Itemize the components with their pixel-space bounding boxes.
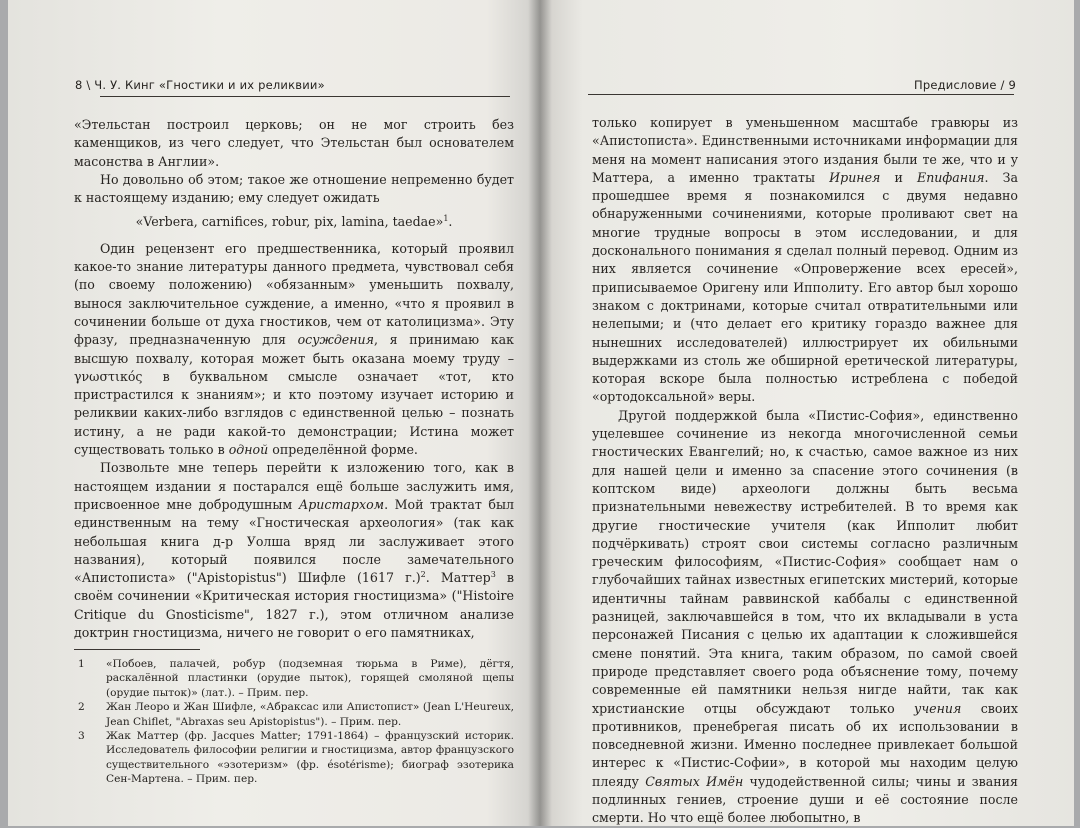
footnote <box>74 729 514 787</box>
italic-words-svyatykh-imen: Святых Имён <box>645 773 744 789</box>
right-page <box>540 0 1074 826</box>
paragraph-1-part-b: и <box>880 169 917 185</box>
right-head-rule <box>588 94 1014 95</box>
latin-quote: «Verbera, carnifices, robur, pix, lamina, taedae»$^1$. <box>135 214 453 230</box>
footnote-number: 2 <box>78 701 85 714</box>
paragraph-3-part-b: , я принимаю как высшую похвалу, которая может быть оказана моему труду – γνωστικός в буквальном смысле означает «тот, кто пристрастился к знаниям»; и кто поэтому изучает историю и реликвии каких-либо взглядов с единственной целью – познать истину, а не ради какой-то демонстрации; Истина может существовать только в <box>74 332 514 458</box>
footnote-text: Жак Маттер (фр. Jacques Matter; 1791-1864) – французский историк. Исследователь философии религии и гностицизма, автор французского существительного «эзотеризм» (фр. ésotérisme); биограф эзотерика Сен-Мартена. – Прим. пер. <box>106 730 514 786</box>
paragraph-4-part-b: . Мой трактат был единственным на тему «Гностическая археология» (так как небольшая книга д-р Уолша вряд ли заслуживает этого названия), который появился после замечательного «Апистописта» ("Apistopistus") Шифле (1617 г.) <box>74 496 514 586</box>
paragraph-2-part-b: своих противников, пренебрегая писать об их использовании в повседневной жизни. Именно последнее привлекает большой интерес к «Пистис-Софии», в которой мы находим целую плеяду <box>592 700 1018 789</box>
paragraph-4-part-d: в своём сочинении «Критическая история гностицизма» ("Histoire Critique du Gnosticisme", 1827 г.), этом отличном анализе доктрин гностицизма, ничего не говорит о его памятниках, <box>74 570 514 641</box>
paragraph-4-part-a: Позвольте мне теперь перейти к изложению того, как в настоящем издании я постарался ещё больше заслужить имя, присвоенное мне добродушным <box>74 460 514 512</box>
footnote-number: 1 <box>78 658 85 670</box>
left-running-head: 8 \ Ч. У. Кинг «Гностики и их реликвии» <box>75 78 325 92</box>
italic-word-epifaniya: Епифания <box>917 169 985 185</box>
footnote-number: 3 <box>78 730 85 743</box>
footnote-text: Жан Леоро и Жан Шифле, «Абраксас или Апистопист» (Jean L'Heureux, Jean Chiflet, "Abraxas seu Apistopistus"). – Прим. пер. <box>106 701 514 728</box>
italic-word-odnoy: одной <box>228 442 269 458</box>
latin-quote-text: «Verbera, carnifices, robur, pix, lamina, taedae» <box>135 214 444 230</box>
paragraph-1: «Этельстан построил церковь; он не мог строить без каменщиков, из чего следует, что Этельстан был основателем масонства в Англии». <box>74 117 514 169</box>
paragraph-2: Но довольно об этом; такое же отношение непременно будет к настоящему изданию; ему следует ожидать <box>74 171 514 206</box>
left-body-text <box>74 116 514 642</box>
footnote-ref-1: 1 <box>443 214 449 224</box>
paragraph-1-part-c: . За прошедшее время я познакомился с двумя недавно обнаруженными сочинениями, которые проливают свет на многие трудные вопросы в этом исследовании, и для досконального понимания я сделал полный перевод. Одним из них является сочинение «Опровержение всех ересей», приписываемое Оригену или Ипполиту. Его автор был хорошо знаком с доктринами, которые считал отвратительными или нелепыми; и (что делает его критику гораздо важнее для нынешних исследователей) иллюстрирует их обильными выдержками из столь же обширной еретической литературы, которая вскоре была полностью истреблена с победой «ортодоксальной» веры. <box>592 169 1018 405</box>
italic-word-aristarkh: Аристархом <box>298 496 385 512</box>
left-head-rule <box>100 96 510 97</box>
paragraph-1-part-a: только копирует в уменьшенном масштабе гравюры из «Апистописта». Единственными источниками информации для меня на момент написания этого издания были те же, что и у Маттера, а именно трактаты <box>592 115 1018 185</box>
paragraph-2 <box>592 407 1018 828</box>
footnote <box>74 700 514 729</box>
footnote-text: «Побоев, палачей, робур (подземная тюрьма в Риме), дёгтя, раскалённой пластинки (орудие пыток), горящей смоляной щепы (орудие пыток)» (лат.). – Прим. пер. <box>106 658 514 699</box>
italic-word-osuzhdeniya: осуждения <box>297 332 374 348</box>
paragraph-2-part-c: чудодейственной силы; чины и звания подлинных гениев, строение души и её состояние после смерти. Но что ещё более любопытно, в <box>592 773 1018 826</box>
footnote-ref-3: 3 <box>490 569 496 579</box>
footnote-rule <box>74 649 200 650</box>
right-body-text <box>592 114 1018 828</box>
paragraph-3-part-a: Один рецензент его предшественника, который проявил какое-то знание литературы данного предмета, чувствовал себя (по своему положению) «обязанным» уменьшить похвалу, вынося заключительное суждение, а именно, «что я проявил в сочинении больше от духа гностиков, чем от католицизма». Эту фразу, предназначенную для <box>74 240 514 348</box>
paragraph-4 <box>74 459 514 642</box>
footnote <box>74 657 514 700</box>
italic-word-irineya: Иринея <box>829 169 881 185</box>
paragraph-2-part-a: Другой поддержкой была «Пистис-София», единственно уцелевшее сочинение из некогда многочисленной семьи гностических Евангелий; но, к счастью, самое важное из них для нашей цели и именно за спасение этого сочинения (в коптском виде) археологи должны быть весьма признательными невежеству истребителей. В то время как другие гностические учителя (как Ипполит любит подчёркивать) строят свои системы согласно различным греческим философиям, «Пистис-София» сообщает нам о глубочайших тайнах известных египетских мистерий, которые идентичны тайнам раввинской каббалы с единственной разницей, заключавшейся в том, что их вкладывали в уста персонажей Писания с целью их адаптации к сложившейся смене понятий. Эта книга, таким образом, по самой своей природе представляет своего рода объяснение тому, почему современные ей памятники нельзя нигде найти, так как христианские отцы обсуждают только <box>592 407 1018 716</box>
paragraph-3 <box>74 240 514 460</box>
paragraph-1 <box>592 114 1018 407</box>
left-page <box>8 0 540 826</box>
paragraph-4-part-c: . Маттер <box>425 570 491 586</box>
footnote-ref-2: 2 <box>420 569 426 579</box>
paragraph-3-part-c: определённой форме. <box>268 442 418 458</box>
right-running-head: Предисловие / 9 <box>914 78 1016 92</box>
footnotes <box>74 657 514 787</box>
italic-word-ucheniya: учения <box>914 700 962 716</box>
